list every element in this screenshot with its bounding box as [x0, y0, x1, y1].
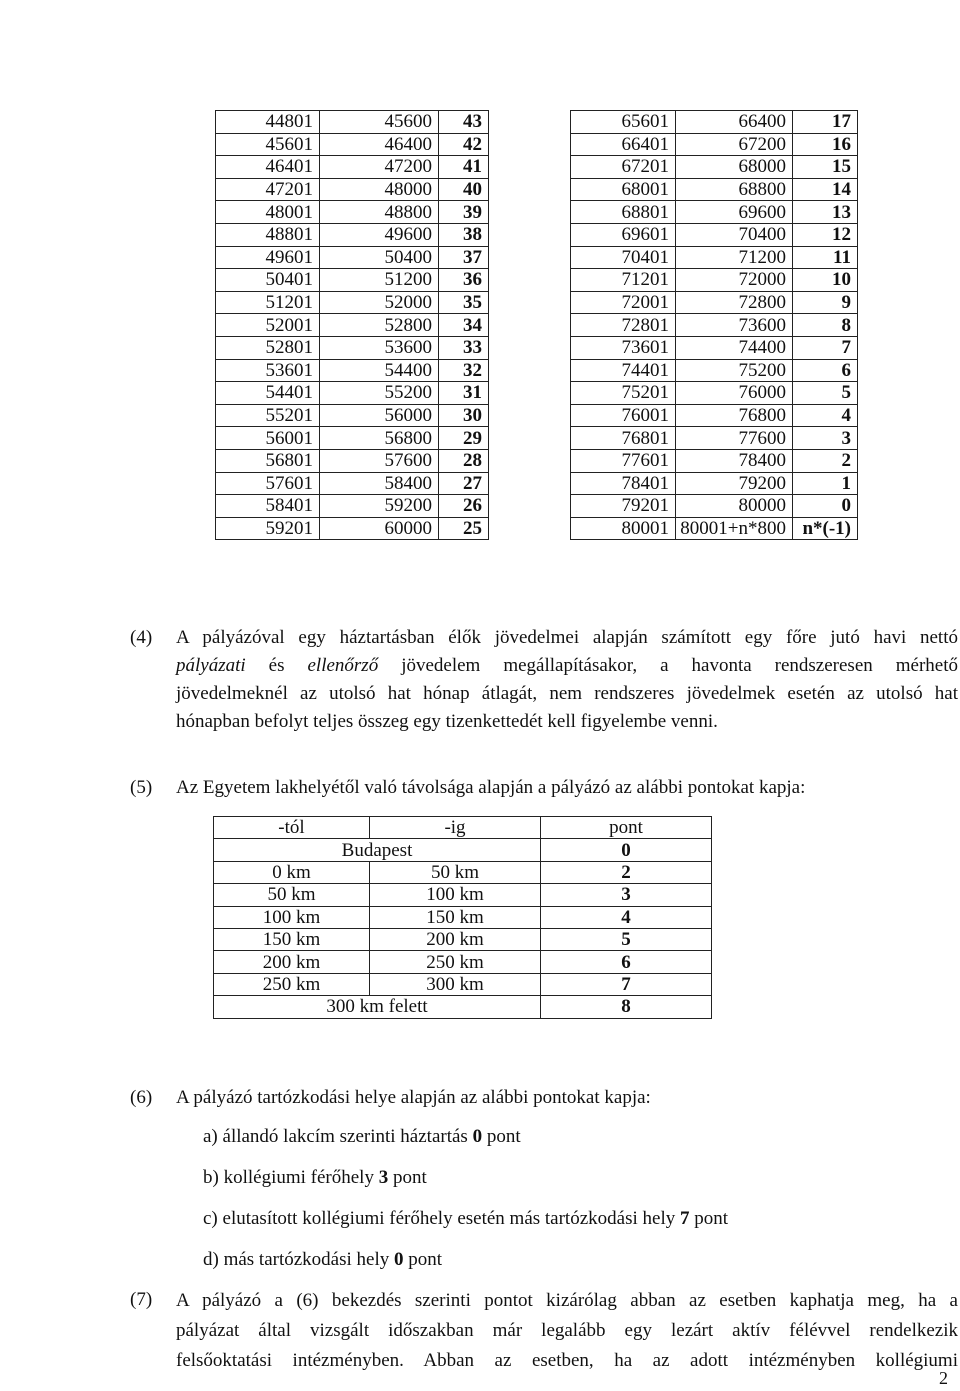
points-cell: 0: [793, 495, 858, 518]
income-to-cell: 59200: [320, 495, 439, 518]
list-item-text: b) kollégiumi férőhely: [203, 1167, 379, 1188]
income-from-cell: 56801: [216, 449, 320, 472]
distance-to-cell: 250 km: [370, 951, 541, 973]
distance-to-cell: 300 km: [370, 973, 541, 995]
points-cell: 11: [793, 246, 858, 269]
page-number: 2: [939, 1368, 948, 1388]
list-item: [203, 1208, 728, 1230]
table-row: [571, 156, 858, 179]
table-row: [214, 861, 712, 883]
list-item-points: 0: [472, 1126, 483, 1147]
income-to-cell: 58400: [320, 472, 439, 495]
points-cell: 0: [541, 839, 712, 861]
points-cell: 12: [793, 223, 858, 246]
income-from-cell: 76801: [571, 427, 676, 450]
points-cell: 4: [541, 906, 712, 928]
income-to-cell: 76800: [676, 404, 793, 427]
points-cell: 8: [793, 314, 858, 337]
points-cell: 3: [541, 884, 712, 906]
income-from-cell: 69601: [571, 223, 676, 246]
list-item-suffix: pont: [403, 1249, 443, 1270]
table-row: [216, 449, 489, 472]
income-to-cell: 74400: [676, 336, 793, 359]
income-from-cell: 76001: [571, 404, 676, 427]
points-cell: 36: [439, 269, 489, 292]
income-to-cell: 52800: [320, 314, 439, 337]
points-cell: 26: [439, 495, 489, 518]
income-to-cell: 78400: [676, 449, 793, 472]
income-to-cell: 69600: [676, 201, 793, 224]
income-to-cell: 67200: [676, 133, 793, 156]
budapest-cell: Budapest: [214, 839, 541, 861]
points-cell: 43: [439, 111, 489, 134]
points-cell: 38: [439, 223, 489, 246]
list-item-points: 7: [679, 1208, 690, 1229]
income-to-cell: 79200: [676, 472, 793, 495]
table-row: [571, 314, 858, 337]
points-cell: 8: [541, 996, 712, 1018]
income-from-cell: 55201: [216, 404, 320, 427]
points-cell: 2: [793, 449, 858, 472]
points-cell: 2: [541, 861, 712, 883]
table-row: [216, 359, 489, 382]
paragraph-line: hónapban befolyt teljes összeg egy tizenkettedét kell figyelembe venni.: [176, 711, 718, 732]
income-from-cell: 68001: [571, 178, 676, 201]
paragraph-line: A pályázóval egy háztartásban élők jövedelmei alapján számított egy főre jutó havi nettó: [176, 627, 958, 648]
income-from-cell: 53601: [216, 359, 320, 382]
points-cell: 14: [793, 178, 858, 201]
list-item-suffix: pont: [482, 1126, 521, 1147]
table-row: [216, 404, 489, 427]
table-row: [214, 928, 712, 950]
table-row: [216, 291, 489, 314]
distance-from-cell: 150 km: [214, 928, 370, 950]
points-cell: 1: [793, 472, 858, 495]
table-header: pont: [541, 817, 712, 839]
points-cell: 5: [541, 928, 712, 950]
income-from-cell: 44801: [216, 111, 320, 134]
paragraph-number: (6): [130, 1087, 153, 1108]
table-row: [216, 223, 489, 246]
income-from-cell: 52001: [216, 314, 320, 337]
paragraph-line: jövedelmeknél az utolsó hat hónap átlagát, nem rendszeres jövedelmek esetén az utolsó hat: [176, 683, 958, 704]
income-from-cell: 78401: [571, 472, 676, 495]
income-from-cell: 68801: [571, 201, 676, 224]
income-to-cell: 49600: [320, 223, 439, 246]
list-item-suffix: pont: [689, 1208, 728, 1229]
table-row: [216, 111, 489, 134]
paragraph-line: A pályázó a (6) bekezdés szerinti pontot kizárólag abban az esetben kaphatja meg, ha a: [176, 1290, 958, 1311]
table-row: [216, 246, 489, 269]
income-table-left: [215, 110, 489, 540]
income-to-cell: 68800: [676, 178, 793, 201]
list-item-points: 0: [394, 1249, 404, 1270]
table-row: [571, 472, 858, 495]
table-row: [571, 269, 858, 292]
income-from-cell: 75201: [571, 382, 676, 405]
income-to-cell: 66400: [676, 111, 793, 134]
points-cell: 28: [439, 449, 489, 472]
income-to-cell: 57600: [320, 449, 439, 472]
points-cell: 39: [439, 201, 489, 224]
table-row: [571, 223, 858, 246]
income-to-cell: 54400: [320, 359, 439, 382]
table-row: [216, 133, 489, 156]
table-row: [571, 404, 858, 427]
income-from-cell: 59201: [216, 517, 320, 540]
income-to-cell: 50400: [320, 246, 439, 269]
points-cell: 7: [541, 973, 712, 995]
points-cell: 27: [439, 472, 489, 495]
table-row: [214, 884, 712, 906]
table-row: [216, 495, 489, 518]
income-from-cell: 66401: [571, 133, 676, 156]
points-cell: 15: [793, 156, 858, 179]
income-from-cell: 67201: [571, 156, 676, 179]
points-cell: 32: [439, 359, 489, 382]
list-item-text: a) állandó lakcím szerinti háztartás: [203, 1126, 473, 1147]
paragraph-line: pályázat által vizsgált időszakban már legalább egy lezárt aktív félévvel rendelkezik: [176, 1320, 958, 1341]
table-row: [216, 427, 489, 450]
points-cell: 35: [439, 291, 489, 314]
points-cell: 30: [439, 404, 489, 427]
points-cell: 4: [793, 404, 858, 427]
income-from-cell: 57601: [216, 472, 320, 495]
income-to-cell: 46400: [320, 133, 439, 156]
income-to-cell: 80001+n*800: [676, 517, 793, 540]
table-header: -tól: [214, 817, 370, 839]
income-from-cell: 80001: [571, 517, 676, 540]
distance-points-table: [213, 816, 712, 1019]
income-from-cell: 79201: [571, 495, 676, 518]
points-cell: 6: [541, 951, 712, 973]
italic-term: ellenőrző: [307, 655, 379, 676]
table-row: [216, 178, 489, 201]
table-row: [571, 382, 858, 405]
income-table-right: [570, 110, 858, 540]
income-from-cell: 48001: [216, 201, 320, 224]
paragraph-line: A pályázó tartózkodási helye alapján az alábbi pontokat kapja:: [176, 1087, 651, 1108]
table-row: [216, 156, 489, 179]
italic-term: pályázati: [176, 655, 246, 676]
table-row: [571, 133, 858, 156]
table-row: [571, 246, 858, 269]
table-row: [571, 201, 858, 224]
income-to-cell: 68000: [676, 156, 793, 179]
points-cell: 6: [793, 359, 858, 382]
income-from-cell: 46401: [216, 156, 320, 179]
points-cell: 7: [793, 336, 858, 359]
income-to-cell: 72800: [676, 291, 793, 314]
income-to-cell: 60000: [320, 517, 439, 540]
points-cell: 31: [439, 382, 489, 405]
income-to-cell: 75200: [676, 359, 793, 382]
distance-from-cell: 200 km: [214, 951, 370, 973]
points-cell: 37: [439, 246, 489, 269]
income-to-cell: 47200: [320, 156, 439, 179]
points-cell: 34: [439, 314, 489, 337]
table-row: [571, 178, 858, 201]
table-row: [216, 382, 489, 405]
table-row: [571, 336, 858, 359]
points-cell: 9: [793, 291, 858, 314]
over-300km-cell: 300 km felett: [214, 996, 541, 1018]
paragraph-line: felsőoktatási intézményben. Abban az esetben, ha az adott intézményben kollégiumi: [176, 1350, 958, 1371]
table-row: [214, 973, 712, 995]
income-from-cell: 47201: [216, 178, 320, 201]
income-from-cell: 50401: [216, 269, 320, 292]
text-run: jövedelem megállapításakor, a havonta rendszeresen mérhető: [378, 655, 958, 676]
income-from-cell: 45601: [216, 133, 320, 156]
points-cell: n*(-1): [793, 517, 858, 540]
paragraph-line: [176, 652, 958, 680]
income-to-cell: 70400: [676, 223, 793, 246]
table-row: [214, 951, 712, 973]
income-to-cell: 71200: [676, 246, 793, 269]
points-cell: 29: [439, 427, 489, 450]
income-to-cell: 53600: [320, 336, 439, 359]
paragraph-line: Az Egyetem lakhelyétől való távolsága alapján a pályázó az alábbi pontokat kapja:: [176, 777, 806, 798]
points-cell: 40: [439, 178, 489, 201]
income-to-cell: 72000: [676, 269, 793, 292]
table-row: [214, 906, 712, 928]
distance-from-cell: 50 km: [214, 884, 370, 906]
text-run: és: [245, 655, 308, 676]
distance-from-cell: 100 km: [214, 906, 370, 928]
income-from-cell: 70401: [571, 246, 676, 269]
income-to-cell: 56800: [320, 427, 439, 450]
table-row: [571, 495, 858, 518]
table-row: [571, 517, 858, 540]
table-row: [571, 111, 858, 134]
points-cell: 41: [439, 156, 489, 179]
income-from-cell: 52801: [216, 336, 320, 359]
points-cell: 25: [439, 517, 489, 540]
list-item: [203, 1126, 521, 1148]
income-from-cell: 74401: [571, 359, 676, 382]
distance-to-cell: 200 km: [370, 928, 541, 950]
income-from-cell: 65601: [571, 111, 676, 134]
list-item: [203, 1249, 442, 1271]
list-item-suffix: pont: [388, 1167, 427, 1188]
table-row: [216, 472, 489, 495]
income-from-cell: 73601: [571, 336, 676, 359]
distance-to-cell: 50 km: [370, 861, 541, 883]
list-item-text: c) elutasított kollégiumi férőhely esetén más tartózkodási hely: [203, 1208, 680, 1229]
distance-from-cell: 250 km: [214, 973, 370, 995]
table-row: [216, 201, 489, 224]
points-cell: 33: [439, 336, 489, 359]
income-to-cell: 48800: [320, 201, 439, 224]
distance-from-cell: 0 km: [214, 861, 370, 883]
list-item: [203, 1167, 427, 1189]
income-to-cell: 76000: [676, 382, 793, 405]
paragraph-number: (5): [130, 777, 153, 798]
income-from-cell: 71201: [571, 269, 676, 292]
points-cell: 42: [439, 133, 489, 156]
list-item-text: d) más tartózkodási hely: [203, 1249, 395, 1270]
income-to-cell: 56000: [320, 404, 439, 427]
points-cell: 16: [793, 133, 858, 156]
points-cell: 3: [793, 427, 858, 450]
income-from-cell: 72801: [571, 314, 676, 337]
income-from-cell: 54401: [216, 382, 320, 405]
table-row: [571, 427, 858, 450]
table-row: [216, 517, 489, 540]
paragraph-number: (4): [130, 627, 153, 648]
table-header: -ig: [370, 817, 541, 839]
income-from-cell: 56001: [216, 427, 320, 450]
table-row: [571, 359, 858, 382]
income-to-cell: 51200: [320, 269, 439, 292]
income-from-cell: 72001: [571, 291, 676, 314]
distance-to-cell: 100 km: [370, 884, 541, 906]
points-cell: 13: [793, 201, 858, 224]
income-from-cell: 58401: [216, 495, 320, 518]
income-to-cell: 55200: [320, 382, 439, 405]
paragraph-number: (7): [130, 1289, 153, 1310]
income-to-cell: 48000: [320, 178, 439, 201]
list-item-points: 3: [378, 1167, 389, 1188]
income-from-cell: 49601: [216, 246, 320, 269]
distance-to-cell: 150 km: [370, 906, 541, 928]
income-from-cell: 77601: [571, 449, 676, 472]
table-row: [216, 314, 489, 337]
income-to-cell: 73600: [676, 314, 793, 337]
income-from-cell: 48801: [216, 223, 320, 246]
table-row: [571, 291, 858, 314]
points-cell: 10: [793, 269, 858, 292]
table-row: [571, 449, 858, 472]
income-to-cell: 77600: [676, 427, 793, 450]
points-cell: 5: [793, 382, 858, 405]
income-from-cell: 51201: [216, 291, 320, 314]
table-row: [216, 269, 489, 292]
points-cell: 17: [793, 111, 858, 134]
income-to-cell: 80000: [676, 495, 793, 518]
income-to-cell: 52000: [320, 291, 439, 314]
income-to-cell: 45600: [320, 111, 439, 134]
table-row: [216, 336, 489, 359]
